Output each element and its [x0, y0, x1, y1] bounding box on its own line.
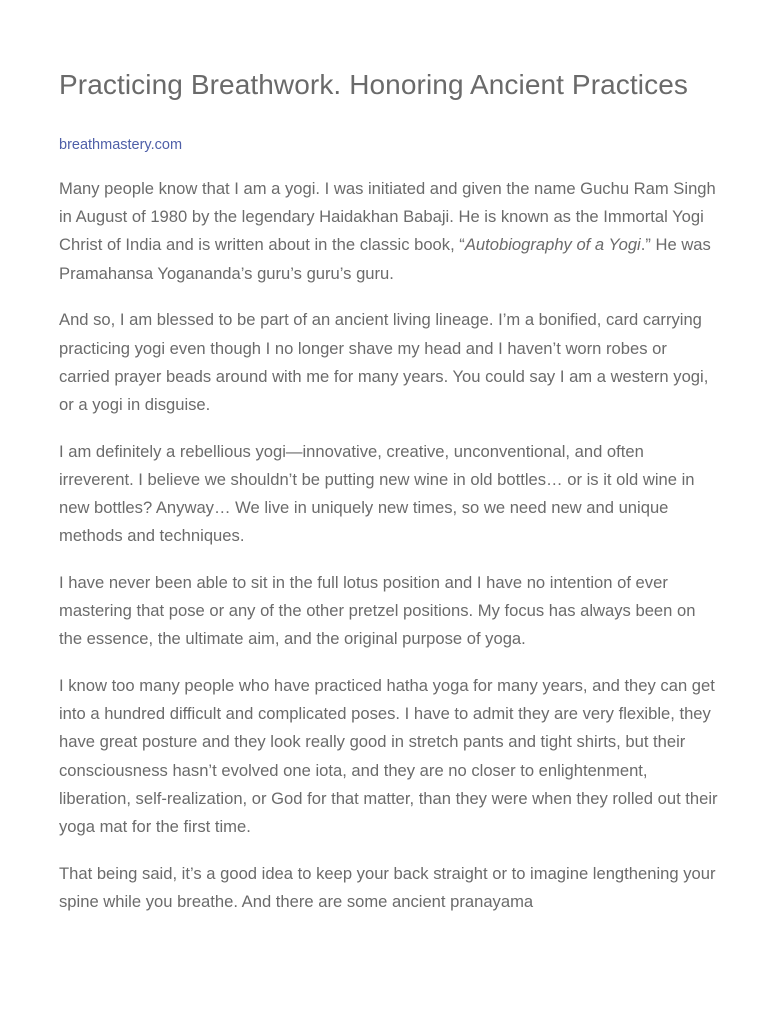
paragraph-1	[59, 175, 719, 288]
article-body	[59, 175, 719, 916]
paragraph-1-text-end: .” He was Pramahansa Yogananda’s guru’s guru’s guru.	[59, 235, 711, 283]
article	[59, 62, 719, 916]
source-link[interactable]: breathmastery.com	[59, 137, 183, 153]
paragraph-6: That being said, it’s a good idea to keep your back straight or to imagine lengthening your spine while you breathe. And there are some ancient pranayama	[59, 863, 716, 911]
paragraph-1-text: Many people know that I am a yogi. I was initiated and given the name Guchu Ram Singh in August of 1980 by the legendary Haidakhan Babaji. He is known as the Immortal Yogi Christ of India and is written about in the classic book, “	[59, 179, 716, 255]
paragraph-5: I know too many people who have practiced hatha yoga for many years, and they can get into a hundred difficult and complicated poses. I have to admit they are very flexible, they have great posture and they look really good in stretch pants and tight shirts, but their consciousness hasn’t evolved one iota, and they are no closer to enlightenment, liberation, self-realization, or God for that matter, than they were when they rolled out their yoga mat for the first time.	[59, 676, 718, 837]
book-title: Autobiography of a Yogi	[464, 235, 641, 255]
paragraph-2: And so, I am blessed to be part of an ancient living lineage. I’m a bonified, card carrying practicing yogi even though I no longer shave my head and I haven’t worn robes or carried prayer beads around with me for many years. You could say I am a western yogi, or a yogi in disguise.	[59, 310, 709, 414]
paragraph-3: I am definitely a rebellious yogi—innovative, creative, unconventional, and often irreverent. I believe we shouldn’t be putting new wine in old bottles… or is it old wine in new bottles? Anyway… We live in uniquely new times, so we need new and unique methods and techniques.	[59, 441, 695, 546]
article-title: Practicing Breathwork. Honoring Ancient Practices	[59, 69, 688, 100]
paragraph-4: I have never been able to sit in the full lotus position and I have no intention of ever mastering that pose or any of the other pretzel positions. My focus has always been on the essence, the ultimate aim, and the original purpose of yoga.	[59, 572, 696, 649]
